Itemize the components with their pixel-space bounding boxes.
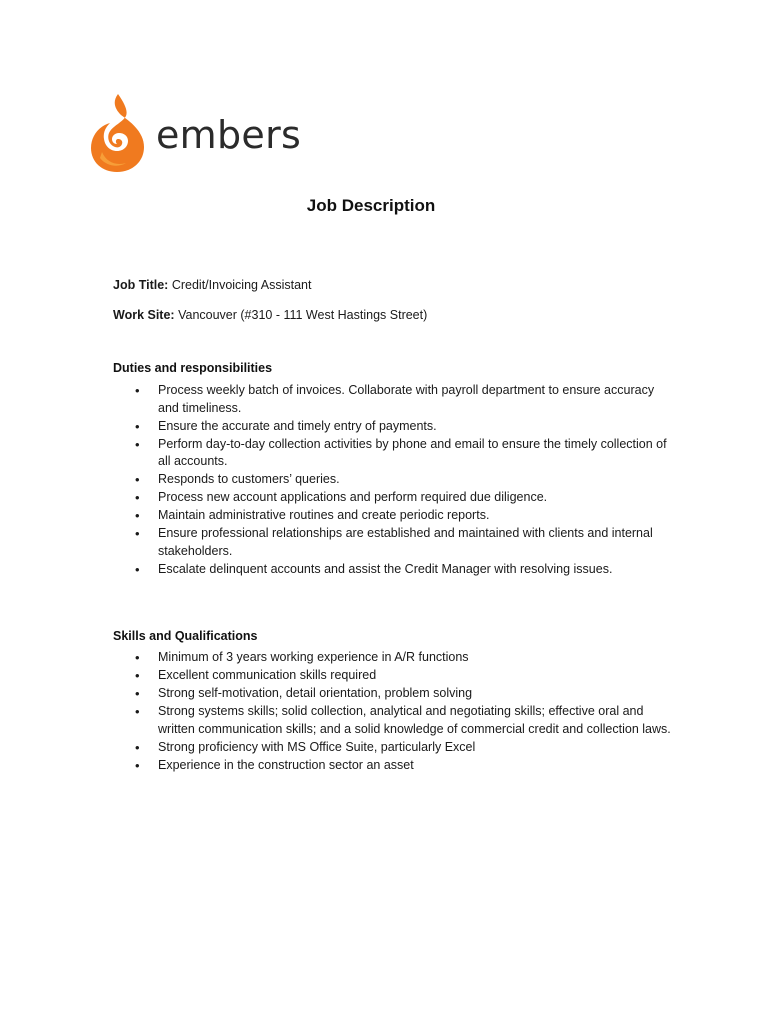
list-item: • Responds to customers’ queries. bbox=[113, 471, 673, 489]
job-title-label: Job Title: bbox=[113, 278, 169, 292]
list-item: • Perform day-to-day collection activities by phone and email to ensure the timely collection of all accounts. bbox=[113, 436, 673, 471]
list-item: • Maintain administrative routines and create periodic reports. bbox=[113, 507, 673, 525]
job-title-field bbox=[113, 278, 311, 292]
page-title: Job Description bbox=[306, 196, 436, 215]
embers-logo bbox=[88, 92, 301, 174]
job-title-value: Credit/Invoicing Assistant bbox=[171, 278, 312, 292]
logo-wordmark: embers bbox=[156, 113, 302, 157]
duties-heading: Duties and responsibilities bbox=[113, 361, 273, 375]
list-item: • Minimum of 3 years working experience in A/R functions bbox=[113, 649, 673, 667]
list-item: • Process weekly batch of invoices. Collaborate with payroll department to ensure accuracy and timeliness. bbox=[113, 382, 673, 417]
list-item: • Escalate delinquent accounts and assist the Credit Manager with resolving issues. bbox=[113, 561, 673, 579]
list-item: • Strong self-motivation, detail orientation, problem solving bbox=[113, 685, 673, 703]
list-item: • Strong systems skills; solid collection, analytical and negotiating skills; effective oral and written communication skills; and a solid knowledge of commercial credit and collection laws. bbox=[113, 703, 673, 738]
skills-heading: Skills and Qualifications bbox=[113, 629, 258, 643]
list-item: • Excellent communication skills required bbox=[113, 667, 673, 685]
skills-list bbox=[113, 649, 673, 775]
flame-icon bbox=[88, 92, 148, 174]
list-item: • Experience in the construction sector an asset bbox=[113, 757, 673, 775]
list-item: • Process new account applications and perform required due diligence. bbox=[113, 489, 673, 507]
work-site-field bbox=[113, 308, 427, 322]
work-site-label: Work Site: bbox=[113, 308, 175, 322]
list-item: • Ensure professional relationships are established and maintained with clients and internal stakeholders. bbox=[113, 525, 673, 560]
duties-list bbox=[113, 382, 673, 579]
list-item: • Ensure the accurate and timely entry of payments. bbox=[113, 418, 673, 436]
list-item: • Strong proficiency with MS Office Suite, particularly Excel bbox=[113, 739, 673, 757]
work-site-value: Vancouver (#310 - 111 West Hastings Street) bbox=[178, 308, 428, 322]
